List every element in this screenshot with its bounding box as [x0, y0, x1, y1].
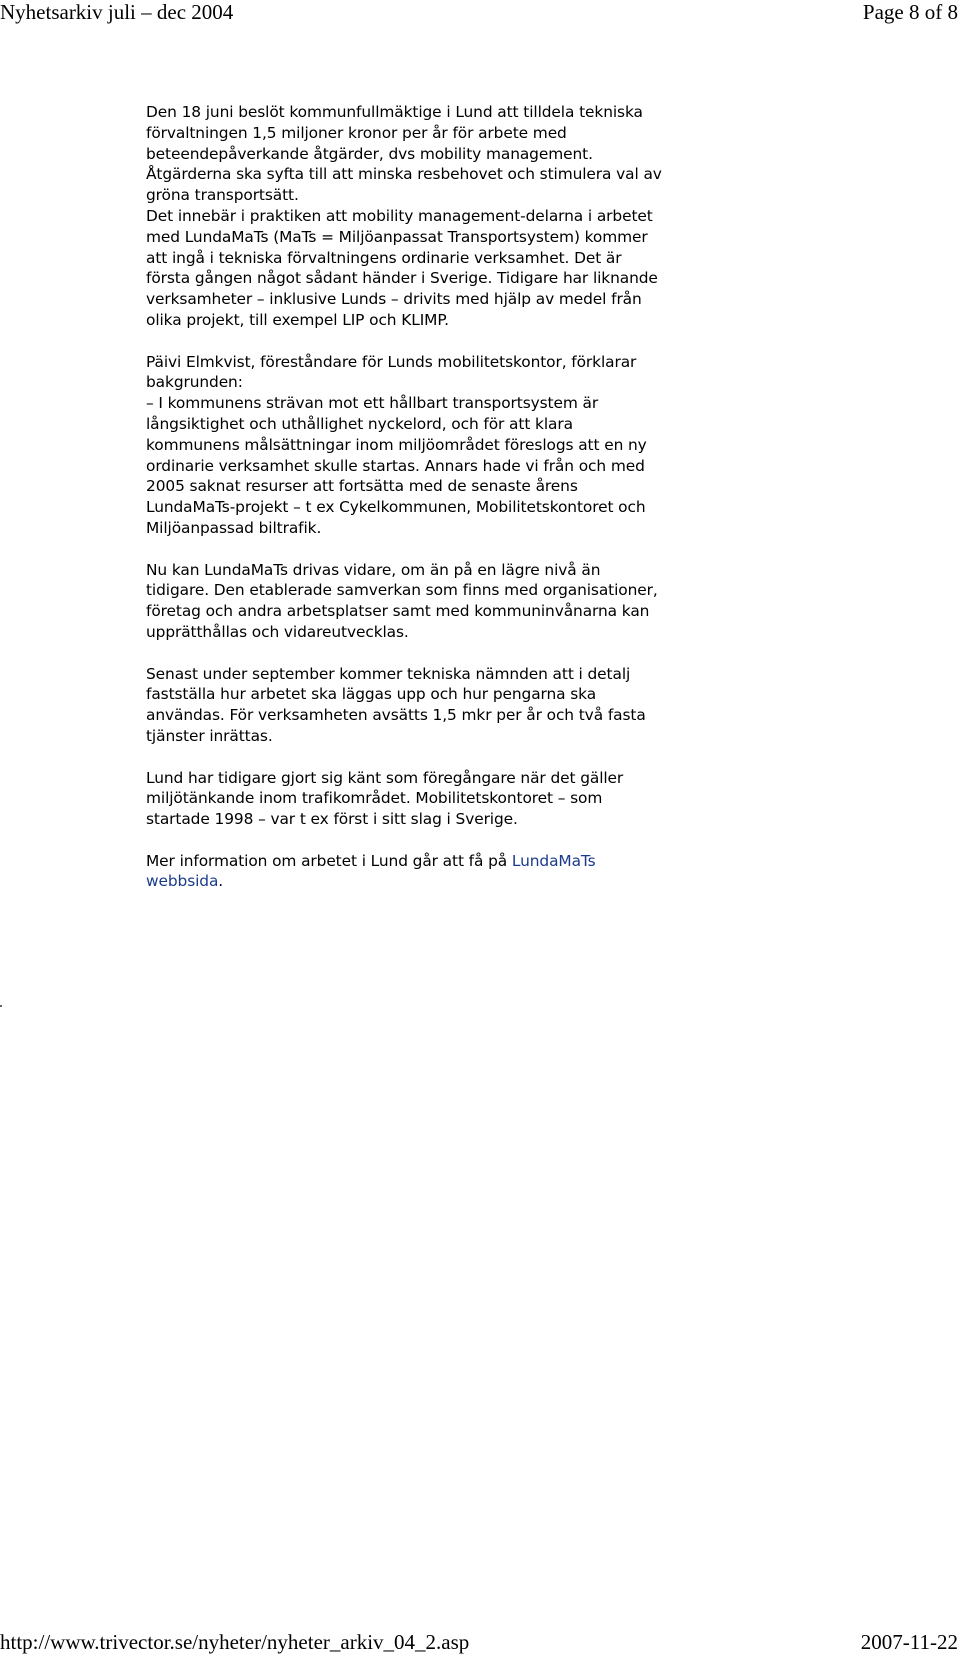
period-text: . [218, 872, 224, 891]
text-line: beteendepåverkande åtgärder, dvs mobility management. [146, 144, 593, 163]
paragraph-continuation [146, 560, 716, 643]
text-line: – I kommunens strävan mot ett hållbart transportsystem är [146, 394, 599, 413]
text-line: gröna transportsätt. [146, 186, 299, 205]
text-line [146, 851, 716, 872]
text-line: 2005 saknat resurser att fortsätta med de senaste årens [146, 477, 578, 496]
document-title: Nyhetsarkiv juli – dec 2004 [0, 0, 234, 24]
text-line: användas. För verksamheten avsätts 1,5 mkr per år och två fasta [146, 706, 646, 725]
text-line: med LundaMaTs (MaTs = Miljöanpassat Transportsystem) kommer [146, 227, 648, 246]
paragraph-quote [146, 352, 716, 539]
text-line: Lund har tidigare gjort sig känt som föregångare när det gäller [146, 768, 624, 787]
text-line: miljötänkande inom trafikområdet. Mobilitetskontoret – som [146, 789, 603, 808]
page-url: http://www.trivector.se/nyheter/nyheter_arkiv_04_2.asp [0, 1630, 470, 1654]
text-line: Nu kan LundaMaTs drivas vidare, om än på en lägre nivå än [146, 560, 601, 579]
text-line: fastställa hur arbetet ska läggas upp och hur pengarna ska [146, 685, 597, 704]
text-line: bakgrunden: [146, 373, 243, 392]
text-line: Miljöanpassad biltrafik. [146, 518, 322, 537]
article-body [146, 102, 716, 913]
text-line: Det innebär i praktiken att mobility management-delarna i arbetet [146, 206, 653, 225]
text-line: kommunens målsättningar inom miljöområdet föreslogs att en ny [146, 435, 647, 454]
text-line: tidigare. Den etablerade samverkan som finns med organisationer, [146, 581, 658, 600]
paragraph-history [146, 768, 716, 830]
text-line: tjänster inrättas. [146, 726, 273, 745]
text-line: förvaltningen 1,5 miljoner kronor per år för arbete med [146, 123, 567, 142]
paragraph-more-info [146, 851, 716, 893]
text-line: Päivi Elmkvist, föreståndare för Lunds mobilitetskontor, förklarar [146, 352, 637, 371]
print-footer [0, 1630, 960, 1654]
text-line: upprätthållas och vidareutvecklas. [146, 622, 409, 641]
text-line: startade 1998 – var t ex först i sitt slag i Sverige. [146, 810, 518, 829]
text-line: företag och andra arbetsplatser samt med kommuninvånarna kan [146, 602, 650, 621]
stray-mark [0, 1005, 2, 1007]
paragraph-plan [146, 664, 716, 747]
lundamats-link-continued[interactable]: webbsida [146, 872, 219, 891]
more-info-text: Mer information om arbetet i Lund går att få på [146, 851, 512, 870]
text-line: långsiktighet och uthållighet nyckelord, och för att klara [146, 414, 573, 433]
print-date: 2007-11-22 [860, 1630, 958, 1654]
lundamats-link[interactable]: LundaMaTs [511, 851, 596, 870]
text-line: Åtgärderna ska syfta till att minska resbehovet och stimulera val av [146, 165, 662, 184]
page-number: Page 8 of 8 [862, 0, 958, 24]
text-line [146, 871, 716, 892]
text-line: verksamheter – inklusive Lunds – drivits med hjälp av medel från [146, 290, 642, 309]
text-line: LundaMaTs-projekt – t ex Cykelkommunen, Mobilitetskontoret och [146, 498, 646, 517]
text-line: Senast under september kommer tekniska nämnden att i detalj [146, 664, 631, 683]
text-line: olika projekt, till exempel LIP och KLIMP. [146, 310, 449, 329]
text-line: ordinarie verksamhet skulle startas. Annars hade vi från och med [146, 456, 645, 475]
text-line: att ingå i tekniska förvaltningens ordinarie verksamhet. Det är [146, 248, 622, 267]
text-line: första gången något sådant händer i Sverige. Tidigare har liknande [146, 269, 658, 288]
text-line: Den 18 juni beslöt kommunfullmäktige i Lund att tilldela tekniska [146, 103, 643, 121]
print-header [0, 0, 960, 26]
paragraph-intro [146, 102, 716, 331]
